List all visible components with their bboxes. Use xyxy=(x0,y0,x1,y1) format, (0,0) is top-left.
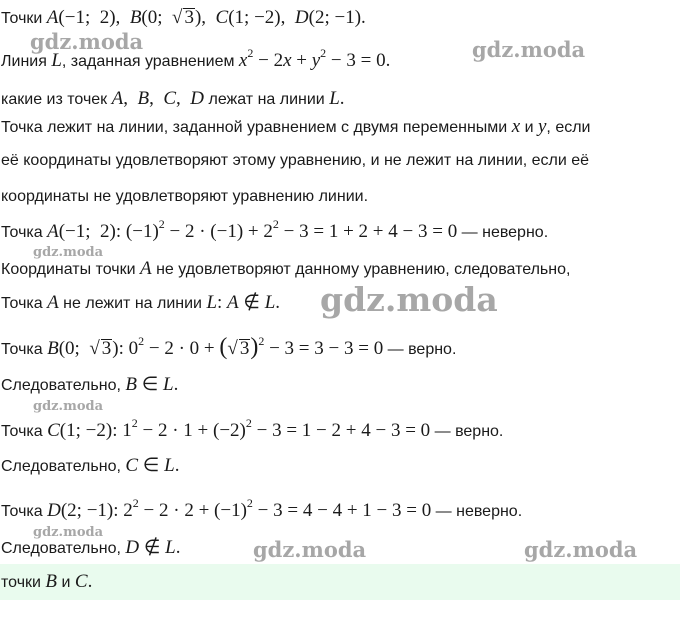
math-d-not-in-L: D ∉ L. xyxy=(125,537,181,558)
line-conclusion-d xyxy=(1,538,180,559)
math-period: . xyxy=(339,88,345,109)
watermark: gdz.moda xyxy=(33,399,104,414)
watermark: gdz.moda xyxy=(253,537,367,562)
line-rule-1 xyxy=(1,117,590,138)
text-verno: — верно. xyxy=(387,341,457,358)
watermark: gdz.moda xyxy=(320,280,498,319)
watermark: gdz.moda xyxy=(33,525,104,540)
text-rule1: Точка лежит на линии, заданной уравнением с двумя переменными xyxy=(1,119,508,136)
line-rule-2 xyxy=(1,151,589,171)
line-question xyxy=(1,89,345,110)
text-tochka: Точка xyxy=(1,295,43,312)
line-check-b xyxy=(1,333,457,360)
text-sledovatelno: Следовательно, xyxy=(1,458,121,475)
text-answer: точки xyxy=(1,574,41,591)
text-lezhat: лежат на линии xyxy=(208,91,325,108)
text-verno: — верно. xyxy=(434,423,504,440)
math-equation: $x^2 - 2x + y^2 - 3 = 0$. xyxy=(238,45,391,71)
math-point-list: A, B, C, D xyxy=(111,88,205,109)
math-check-b: B(0; √ 3): $0^2 - 2 \cdot 0$ + (√ 3)$^2$ − 3 = 3 − 3 = 0 xyxy=(47,333,384,360)
math-y: y xyxy=(537,116,547,137)
text-sledovatelno: Следовательно, xyxy=(1,540,121,557)
math-x: x xyxy=(511,116,521,137)
math-points: A(−1; 2), B(0; √ 3), C(1; −2), D(2; −1). xyxy=(46,7,366,28)
line-conclusion-c xyxy=(1,456,179,477)
line-answer xyxy=(1,572,92,593)
math-b-in-L: B ∈ L. xyxy=(125,374,179,395)
text-tochka: Точка xyxy=(1,224,43,241)
line-coord-a xyxy=(1,259,570,280)
text-neverno: — неверно. xyxy=(435,503,523,520)
math-c-in-L: C ∈ L. xyxy=(125,455,180,476)
math-check-d: D(2; −1): $2^2 - 2 \cdot 2 + (-1)^2 - 3 = 4 - 4 + 1 - 3 = 0$ xyxy=(47,495,432,521)
text-rule1-and: и xyxy=(524,119,534,136)
line-check-d xyxy=(1,495,523,522)
text-neverno: — неверно. xyxy=(461,224,549,241)
text-rule1-end: , если xyxy=(546,119,591,136)
watermark: gdz.moda xyxy=(33,245,104,260)
math-A: A xyxy=(47,292,59,313)
text-zadannaya: , заданная уравнением xyxy=(61,53,235,70)
text-kakie: какие из точек xyxy=(1,91,108,108)
text-tochka: Точка xyxy=(1,341,43,358)
text-tochka: Точка xyxy=(1,423,43,440)
line-equation xyxy=(1,45,391,72)
watermark: gdz.moda xyxy=(472,37,586,62)
line-conclusion-b xyxy=(1,375,178,396)
text-coord-a: Координаты точки xyxy=(1,261,136,278)
line-check-a xyxy=(1,216,549,243)
math-L: L xyxy=(329,88,340,109)
answer-highlight xyxy=(0,564,680,600)
math-C: C. xyxy=(74,571,93,592)
math-not-in-L: L: A ∉ L. xyxy=(206,292,281,313)
math-check-c: C(1; −2): $1^2 - 2 \cdot 1 + (-2)^2 - 3 = 1 - 2 + 4 - 3 = 0$ xyxy=(47,415,431,441)
watermark: gdz.moda xyxy=(30,29,144,54)
math-B: B xyxy=(45,571,58,592)
text-ne-lezhit: не лежит на линии xyxy=(63,295,202,312)
line-check-c xyxy=(1,415,504,442)
text-sledovatelno: Следовательно, xyxy=(1,377,121,394)
text-liniya: Линия xyxy=(1,53,47,70)
math-A: A xyxy=(140,258,152,279)
line-conclusion-a xyxy=(1,293,280,314)
watermark: gdz.moda xyxy=(524,537,638,562)
math-check-a: A(−1; 2): $(-1)^2 - 2 \cdot (-1) + 2^2 - 3 = 1 + 2 + 4 - 3 = 0$ xyxy=(47,216,458,242)
text-tochka: Точка xyxy=(1,503,43,520)
text-coord-a-end: не удовлетворяют данному уравнению, следовательно, xyxy=(156,261,571,278)
text-tochki: Точки xyxy=(1,10,43,27)
text-rule2: её координаты удовлетворяют этому уравнению, и не лежит на линии, если её xyxy=(1,152,590,169)
math-L: L xyxy=(51,50,62,71)
text-answer-and: и xyxy=(61,574,71,591)
line-rule-3 xyxy=(1,187,368,207)
line-points xyxy=(1,8,366,29)
text-rule3: координаты не удовлетворяют уравнению линии. xyxy=(1,188,369,205)
